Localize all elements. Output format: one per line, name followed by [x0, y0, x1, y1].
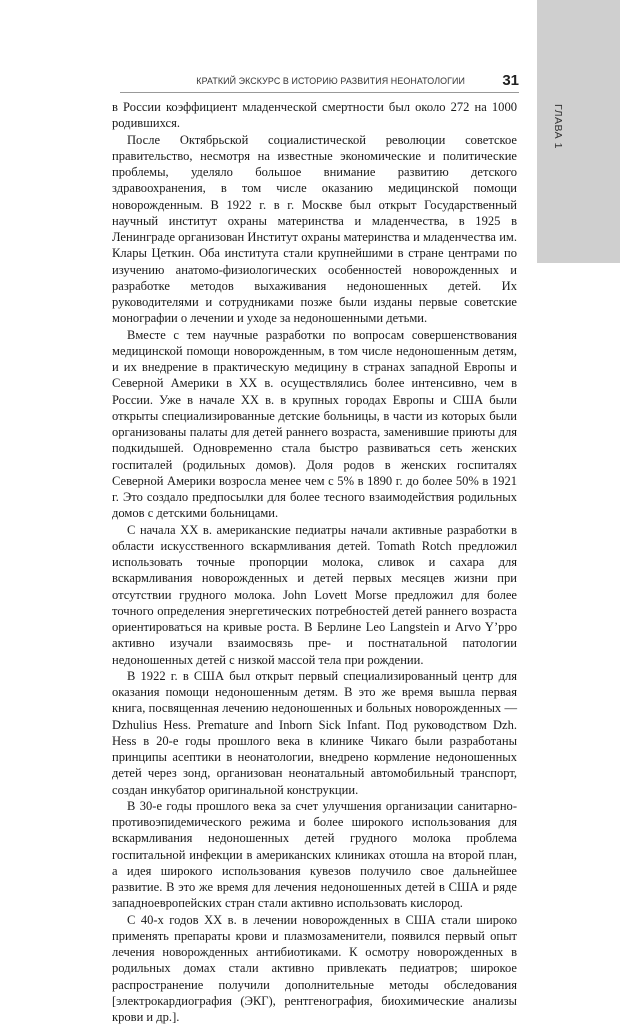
page-number: 31	[485, 72, 519, 89]
paragraph-6: В 30-е годы прошлого века за счет улучшения организации санитарно-противоэпидемического режима и более широкого использования для вскармливания недоношенных детей грудного молока проблема госпитальной инфекции в американских клиниках отошла на второй план, а идея широкого использования кувезов получило свое дальнейшее развитие. В это же время для лечения недоношенных детей в США и ряде западноевропейских стран стали активно использовать кислород.	[112, 798, 517, 912]
body-text	[112, 99, 517, 1025]
paragraph-1: в России коэффициент младенческой смертности был около 272 на 1000 родившихся.	[112, 99, 517, 132]
header-rule	[120, 92, 519, 93]
paragraph-7: С 40-х годов XX в. в лечении новорожденных в США стали широко применять препараты крови и плазмозаменители, появился первый опыт лечения новорожденных антибиотиками. К осмотру новорожденных в родильных домах стали активно привлекать педиатров; широкое распространение получили дополнительные методы обследования [электрокардиография (ЭКГ), рентгенография, биохимические анализы крови и др.].	[112, 912, 517, 1025]
paragraph-5: В 1922 г. в США был открыт первый специализированный центр для оказания помощи недоношенным детям. В это же время вышла первая книга, посвященная лечению недоношенных и больных новорожденных — Dzhulius Hess. Premature and Inborn Sick Infant. Под руководством Dzh. Hess в 20-е годы прошлого века в клинике Чикаго были разработаны принципы асептики в неонатологии, внедрено кормление недоношенных детей через зонд, организован неонатальный автомобильный транспорт, создан инкубатор оригинальной конструкции.	[112, 668, 517, 798]
paragraph-4: С начала XX в. американские педиатры начали активные разработки в области искусственного вскармливания детей. Tomath Rotch предложил использовать точные пропорции молока, сливок и сахара для вскармливания новорожденных и детей первых месяцев жизни при отсутствии грудного молока. John Lovett Morse предложил для более точного определения энергетических потребностей детей раннего возраста ориентироваться на кривые роста. В Берлине Leo Langstein и Arvo Y’ppo активно изучали взаимосвязь пре- и постнатальной патологии недоношенных детей с низкой массой тела при рождении.	[112, 522, 517, 668]
chapter-label: ГЛАВА 1	[548, 96, 568, 156]
paragraph-2: После Октябрьской социалистической революции советское правительство, несмотря на известные экономические и политические проблемы, уделяло большое внимание развитию детского здравоохранения, в том числе оказанию медицинской помощи новорожденным. В 1922 г. в г. Москве был открыт Государственный научный институт охраны материнства и младенчества, в 1925 в Ленинграде организован Институт охраны материнства и младенчества им. Клары Цеткин. Оба института стали крупнейшими в стране центрами по изучению анатомо-физиологических особенностей новорожденных и разработке методов выхаживания недоношенных детей. Их руководителями и сотрудниками позже были изданы первые советские монографии о лечении и уходе за недоношенными детьми.	[112, 132, 517, 327]
running-head-title: КРАТКИЙ ЭКСКУРС В ИСТОРИЮ РАЗВИТИЯ НЕОНАТОЛОГИИ	[120, 76, 465, 86]
paragraph-3: Вместе с тем научные разработки по вопросам совершенствования медицинской помощи новорожденным, в том числе недоношенным детям, и их внедрение в практическую медицину в странах западной Европы и Северной Америки в XX в. осуществлялись более интенсивно, чем в России. Уже в начале XX в. в крупных городах Европы и США были открыты специализированные детские больницы, в части из которых были организованы палаты для детей раннего возраста, заменившие приюты для подкидышей. Одновременно стала быстро развиваться сеть женских госпиталей (родильных домов). Доля родов в женских госпиталях Северной Америки возросла менее чем с 5% в 1890 г. до более 50% в 1921 г. Это создало предпосылки для более тесного взаимодействия родильных домов с детскими больницами.	[112, 327, 517, 522]
